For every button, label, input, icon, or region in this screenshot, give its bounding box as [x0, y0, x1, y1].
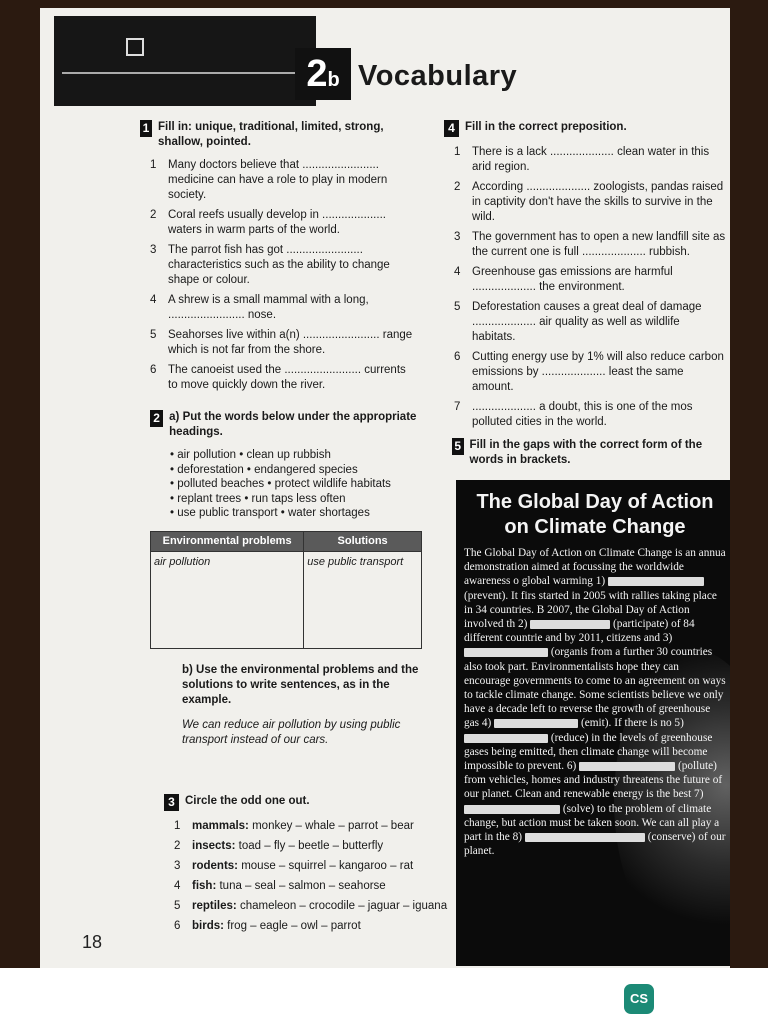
- item-text: [192, 839, 450, 854]
- exercise-1-list: [140, 158, 416, 393]
- page-title: Vocabulary: [358, 60, 518, 92]
- item-number: 4: [150, 294, 157, 306]
- category-label: mammals:: [192, 820, 249, 832]
- list-item: [164, 839, 450, 854]
- exercise-instruction-b: b) Use the environmental problems and the solutions to write sentences, as in the example.: [182, 663, 419, 706]
- list-item: [140, 363, 416, 393]
- list-item: [444, 400, 726, 430]
- item-number: 3: [454, 231, 461, 243]
- item-text: According .................... zoologists, pandas raised in captivity don't have the skills to survive in the wild.: [472, 181, 724, 223]
- list-item: [444, 145, 726, 175]
- list-item: [164, 919, 450, 934]
- item-number: 1: [150, 159, 157, 171]
- options-text: tuna – seal – salmon – seahorse: [219, 880, 386, 892]
- item-text: Coral reefs usually develop in .................... waters in warm parts of the world.: [168, 209, 386, 236]
- gap-6[interactable]: [579, 762, 675, 771]
- gap-7[interactable]: [464, 805, 560, 814]
- item-text: A shrew is a small mammal with a long, ........................ nose.: [168, 294, 369, 321]
- category-label: insects:: [192, 840, 236, 852]
- gap-8[interactable]: [525, 833, 645, 842]
- exercise-number: 5: [452, 438, 464, 455]
- list-item: [444, 300, 726, 345]
- exercise-3-list: [164, 819, 450, 934]
- gap-3[interactable]: [464, 648, 548, 657]
- item-number: 6: [150, 364, 157, 376]
- word-list-line: • replant trees • run taps less often: [170, 492, 346, 505]
- camscanner-logo: CS: [624, 984, 654, 1014]
- item-text: [192, 879, 450, 894]
- options-text: mouse – squirrel – kangaroo – rat: [241, 860, 414, 872]
- header-photo-band: [54, 16, 316, 106]
- example-sentence: We can reduce air pollution by using public transport instead of our cars.: [182, 718, 401, 746]
- exercise-number: 4: [444, 120, 459, 137]
- headings-table: [150, 531, 422, 649]
- exercise-number: 2: [150, 410, 163, 427]
- category-label: rodents:: [192, 860, 238, 872]
- table-cell: air pollution: [151, 551, 304, 648]
- item-text: There is a lack .................... clean water in this arid region.: [472, 146, 710, 173]
- category-label: fish:: [192, 880, 217, 892]
- table-header: Environmental problems: [151, 531, 304, 551]
- item-text: [192, 899, 450, 914]
- gap-2[interactable]: [530, 620, 610, 629]
- article-body: The Global Day of Action on Climate Change is an annua demonstration aimed at focussing the worldwide awareness o global warming 1) (prevent). It firs started in 2005 with rallies taking place in 34 countries. B 2007, the Global Day of Action involved th 2) (participate) of 84 different countrie and by 2011, citizens and 3) (organis from a further 30 countries also took part. Environmentalists hope they can encourage governments to come to an agreement on ways to tackle climate change. Some scientists believe we only have a decade left to reverse the growth of greenhouse gas 4) (emit). If there is no 5) (reduce) in the levels of greenhouse gases being emitted, then climate change will become impossible to prevent. 6) (pollute) from vehicles, homes and industry threatens the future of our planet. Clean and renewable energy is the best 7) (solve) to the problem of climate change, but action must be taken soon. We can all play a part in the 8) (conserve) of our planet.: [464, 547, 726, 858]
- table-cell: use public transport: [304, 551, 422, 648]
- item-text: Seahorses live within a(n) ........................ range which is not far from the shore.: [168, 329, 413, 356]
- exercise-1: [140, 120, 416, 398]
- header-line: [62, 72, 302, 74]
- list-item: [164, 879, 450, 894]
- list-item: [140, 293, 416, 323]
- item-text: [192, 859, 450, 874]
- exercise-instruction-a: a) Put the words below under the appropriate headings.: [169, 411, 417, 438]
- options-text: frog – eagle – owl – parrot: [227, 920, 361, 932]
- item-text: [192, 919, 450, 934]
- item-number: 4: [174, 880, 181, 892]
- item-number: 1: [454, 146, 461, 158]
- item-number: 5: [454, 301, 461, 313]
- category-label: birds:: [192, 920, 224, 932]
- item-number: 1: [174, 820, 181, 832]
- list-item: [444, 350, 726, 395]
- item-number: 3: [150, 244, 157, 256]
- list-item: [140, 158, 416, 203]
- list-item: [164, 819, 450, 834]
- word-list-line: • polluted beaches • protect wildlife habitats: [170, 478, 391, 490]
- item-text: Deforestation causes a great deal of damage .................... air quality as well as wildlife habitats.: [472, 301, 702, 343]
- category-label: reptiles:: [192, 900, 237, 912]
- gap-1[interactable]: [608, 577, 704, 586]
- list-item: [140, 208, 416, 238]
- exercise-instruction: Fill in the gaps with the correct form of the words in brackets.: [469, 439, 703, 466]
- unit-badge: 2b: [295, 48, 351, 100]
- article-title: The Global Day of Action on Climate Change: [476, 491, 714, 538]
- gap-5[interactable]: [464, 734, 548, 743]
- item-number: 5: [174, 900, 181, 912]
- list-item: [444, 265, 726, 295]
- options-text: toad – fly – beetle – butterfly: [238, 840, 384, 852]
- item-text: .................... a doubt, this is one of the mos polluted cities in the world.: [472, 401, 693, 428]
- exercise-2: [150, 410, 436, 748]
- exercise-4-list: [444, 145, 726, 430]
- gap-4[interactable]: [494, 719, 578, 728]
- item-number: 2: [454, 181, 461, 193]
- item-text: Cutting energy use by 1% will also reduce carbon emissions by .................... least the same amount.: [472, 351, 724, 393]
- item-text: [192, 819, 450, 834]
- word-list-line: • deforestation • endangered species: [170, 463, 358, 476]
- list-item: [444, 180, 726, 225]
- exercise-3: [164, 794, 450, 939]
- list-item: [164, 899, 450, 914]
- options-text: monkey – whale – parrot – bear: [252, 820, 414, 832]
- list-item: [140, 243, 416, 288]
- item-number: 4: [454, 266, 461, 278]
- exercise-number: 1: [140, 120, 152, 137]
- exercise-instruction: Circle the odd one out.: [185, 795, 310, 807]
- item-text: Greenhouse gas emissions are harmful .................... the environment.: [472, 266, 673, 293]
- exercise-5: [452, 438, 728, 468]
- item-number: 6: [174, 920, 181, 932]
- list-item: [140, 328, 416, 358]
- word-list-line: • air pollution • clean up rubbish: [170, 449, 331, 461]
- options-text: chameleon – crocodile – jaguar – iguana: [239, 900, 448, 912]
- word-list-line: • use public transport • water shortages: [170, 507, 370, 519]
- page-number: 18: [82, 932, 103, 952]
- worksheet-page: [40, 8, 730, 968]
- list-item: [164, 859, 450, 874]
- item-number: 3: [174, 860, 181, 872]
- table-header: Solutions: [304, 531, 422, 551]
- item-number: 7: [454, 401, 461, 413]
- exercise-instruction: Fill in the correct preposition.: [465, 121, 627, 133]
- square-icon: [126, 38, 144, 56]
- item-number: 2: [150, 209, 157, 221]
- word-list: [170, 448, 436, 521]
- item-text: The canoeist used the ........................ currents to move quickly down the river.: [168, 364, 406, 391]
- item-text: The parrot fish has got ........................ characteristics such as the ability to change shape or colour.: [168, 244, 390, 286]
- list-item: [444, 230, 726, 260]
- exercise-number: 3: [164, 794, 179, 811]
- item-number: 5: [150, 329, 157, 341]
- article-box: [456, 480, 730, 966]
- exercise-instruction: Fill in: unique, traditional, limited, strong, shallow, pointed.: [158, 121, 384, 148]
- item-number: 6: [454, 351, 461, 363]
- item-text: Many doctors believe that ........................ medicine can have a role to play in modern society.: [168, 159, 388, 201]
- exercise-4: [444, 120, 726, 435]
- item-number: 2: [174, 840, 181, 852]
- item-text: The government has to open a new landfill site as the current one is full .................... rubbish.: [472, 231, 726, 258]
